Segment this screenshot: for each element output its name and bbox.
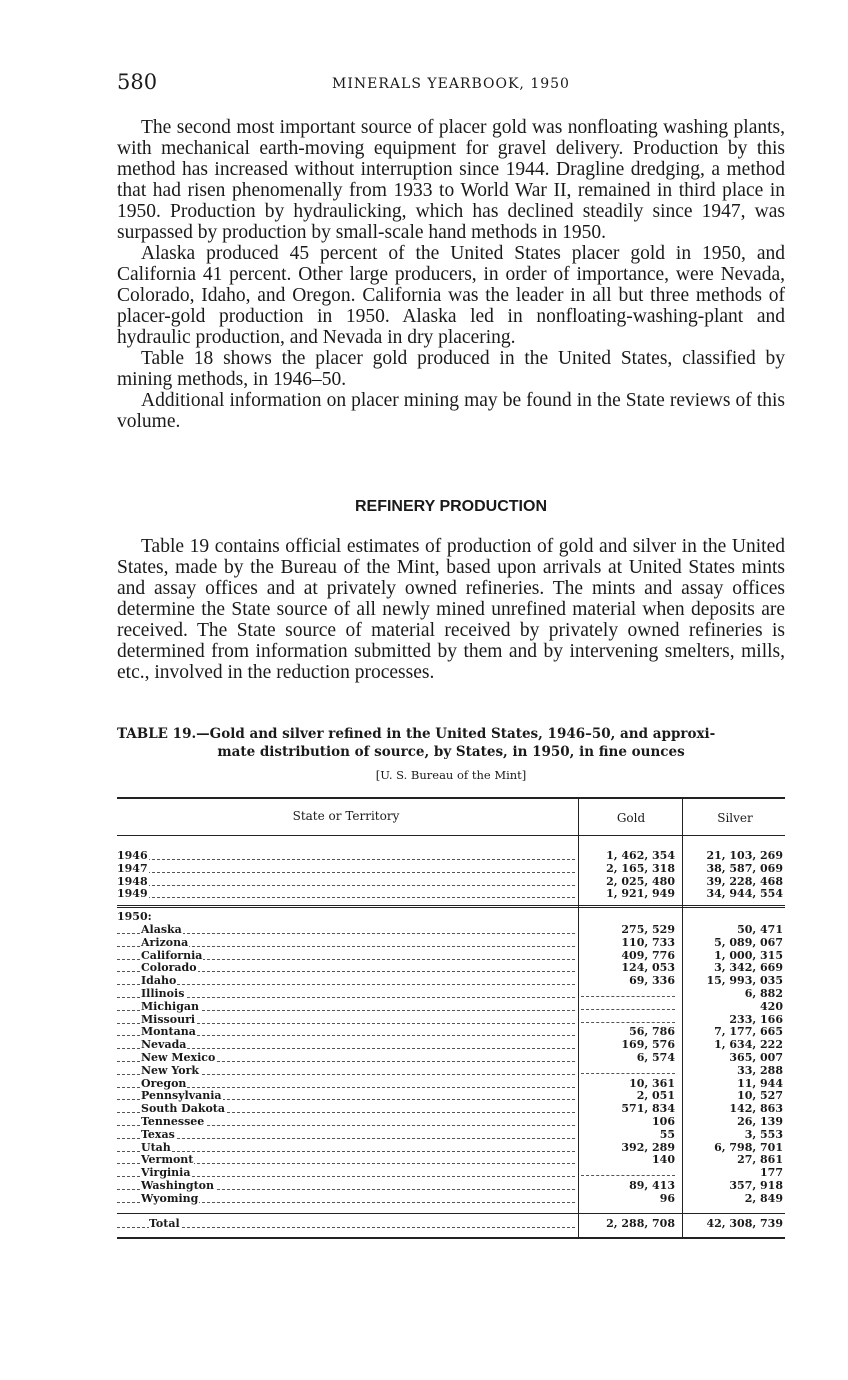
- silver-cell: 11, 944: [737, 1076, 783, 1090]
- silver-cell: 3, 553: [744, 1127, 783, 1141]
- row-label-text: Vermont: [141, 1154, 194, 1167]
- gold-cell: 169, 576: [621, 1038, 675, 1052]
- leader-dots: [117, 984, 575, 985]
- column-header: Silver: [717, 811, 753, 825]
- table-rule: [117, 905, 785, 908]
- leader-dots: [117, 859, 575, 860]
- row-label: [117, 1026, 575, 1038]
- row-label-text: Washington: [141, 1180, 214, 1192]
- row-label-text: Oregon: [141, 1077, 187, 1090]
- gold-cell: 110, 733: [621, 935, 675, 949]
- row-label: [117, 1090, 575, 1102]
- gold-cell: 2, 165, 318: [606, 861, 675, 875]
- gold-cell: 55: [659, 1127, 675, 1141]
- silver-cell: 33, 288: [737, 1063, 783, 1077]
- row-label-text: Texas: [141, 1128, 175, 1141]
- row-label-text: South Dakota: [141, 1103, 226, 1116]
- data-table: [117, 797, 785, 1240]
- leader-dots: [117, 1151, 575, 1152]
- empty-cell-dashes: [581, 1167, 675, 1179]
- silver-cell: 21, 103, 269: [706, 849, 783, 862]
- row-label-text: 1947: [117, 862, 148, 875]
- row-label-text: Colorado: [141, 962, 197, 975]
- gold-cell: 106: [652, 1115, 675, 1128]
- gold-cell: 140: [652, 1153, 675, 1167]
- silver-cell: 357, 918: [729, 1179, 783, 1192]
- gold-cell: 6, 574: [636, 1051, 675, 1064]
- row-label: [117, 1103, 575, 1115]
- row-label: [117, 1154, 575, 1166]
- gold-cell: 1, 921, 949: [606, 887, 675, 901]
- row-label-text: 1946: [117, 850, 148, 862]
- silver-cell: 6, 798, 701: [714, 1140, 783, 1154]
- row-label-text: Tennessee: [141, 1116, 205, 1128]
- gold-cell: 2, 051: [636, 1089, 675, 1103]
- gold-cell: 89, 413: [629, 1179, 675, 1192]
- row-label: [117, 937, 575, 949]
- row-label: [117, 1167, 575, 1179]
- row-label-text: Nevada: [141, 1039, 187, 1052]
- row-label-text: Arizona: [141, 936, 189, 949]
- silver-cell: 39, 228, 468: [706, 874, 783, 888]
- row-label: [117, 975, 575, 987]
- row-label-text: New Mexico: [141, 1052, 216, 1064]
- silver-cell: 142, 863: [729, 1102, 783, 1116]
- row-label: [117, 1001, 575, 1013]
- row-label: [117, 1078, 575, 1090]
- row-label-text: 1948: [117, 875, 148, 888]
- table-rule: [117, 1237, 785, 1239]
- leader-dots: [117, 872, 575, 873]
- silver-cell: 177: [760, 1166, 783, 1180]
- row-label: [117, 1180, 575, 1192]
- row-label-text: Illinois: [141, 988, 185, 1000]
- silver-cell: 420: [760, 999, 783, 1013]
- paragraph: Table 19 contains official estimates of production of gold and silver in the United States, made by the Bureau of the Mint, based upon arrivals at United States mints and assay offices and at privately owned refineries. The mints and assay offices determine the State source of all newly mined unrefined material when deposits are received. The State source of material received by privately owned refineries is determined from information submitted by them and by intervening smelters, mills, etc., involved in the reduction processes.: [117, 536, 785, 683]
- leader-dots: [117, 1138, 575, 1139]
- silver-cell: 1, 000, 315: [714, 948, 783, 962]
- row-label: [117, 988, 575, 1000]
- gold-cell: 1, 462, 354: [606, 849, 675, 862]
- row-label: [117, 1065, 575, 1077]
- column-header: Gold: [616, 811, 646, 825]
- row-label-text: 1949: [117, 888, 148, 901]
- leader-dots: [117, 897, 575, 898]
- silver-cell: 2, 849: [744, 1191, 783, 1205]
- row-label: [117, 1218, 575, 1230]
- silver-cell: 3, 342, 669: [714, 961, 783, 975]
- table-rule: [117, 797, 785, 799]
- row-label: [117, 876, 575, 888]
- row-label: [117, 850, 575, 862]
- row-label: [117, 1014, 575, 1026]
- row-label: [117, 888, 575, 900]
- section-heading: REFINERY PRODUCTION: [354, 498, 547, 515]
- silver-cell: 365, 007: [729, 1051, 783, 1064]
- row-label: [117, 1039, 575, 1051]
- column-divider: [578, 797, 579, 1239]
- empty-cell-dashes: [581, 988, 675, 1000]
- paragraph: Table 18 shows the placer gold produced in the United States, classified by mining methods, in 1946–50.: [117, 348, 785, 390]
- row-label-text: Utah: [141, 1141, 171, 1154]
- silver-cell: 42, 308, 739: [706, 1217, 783, 1230]
- table-rule: [117, 835, 785, 836]
- row-label: [117, 1129, 575, 1141]
- silver-cell: 5, 089, 067: [714, 935, 783, 949]
- row-label-text: Idaho: [141, 975, 177, 988]
- row-label-text: Michigan: [141, 1000, 200, 1013]
- column-divider: [682, 797, 683, 1239]
- column-header: State or Territory: [292, 809, 400, 823]
- silver-cell: 15, 993, 035: [706, 974, 783, 988]
- row-label-text: Wyoming: [141, 1192, 199, 1205]
- row-label-text: Missouri: [141, 1013, 196, 1026]
- page-header: [117, 70, 785, 100]
- silver-cell: 27, 861: [737, 1153, 783, 1167]
- silver-cell: 26, 139: [737, 1115, 783, 1128]
- row-label: [117, 950, 575, 962]
- row-label: [117, 863, 575, 875]
- table-rule: [117, 1213, 785, 1214]
- empty-cell-dashes: [581, 1065, 675, 1077]
- gold-cell: 96: [659, 1191, 675, 1205]
- silver-cell: 1, 634, 222: [714, 1038, 783, 1052]
- silver-cell: 34, 944, 554: [706, 887, 783, 901]
- silver-cell: 7, 177, 665: [714, 1025, 783, 1039]
- paragraph: Additional information on placer mining may be found in the State reviews of this volume.: [117, 390, 785, 432]
- row-label-text: Virginia: [141, 1167, 191, 1180]
- leader-dots: [117, 1227, 575, 1228]
- row-label-text: Total: [149, 1218, 180, 1230]
- row-label: [117, 924, 575, 936]
- gold-cell: 56, 786: [629, 1025, 675, 1039]
- row-label-text: California: [141, 949, 203, 962]
- empty-cell-dashes: [581, 1001, 675, 1013]
- gold-cell: 409, 776: [621, 948, 675, 962]
- placer-text: [117, 117, 785, 432]
- row-label: [117, 1142, 575, 1154]
- row-label: [117, 1116, 575, 1128]
- leader-dots: [117, 885, 575, 886]
- table-caption: [117, 725, 785, 761]
- row-label: [117, 1193, 575, 1205]
- paragraph: The second most important source of placer gold was nonfloating washing plants, with mechanical earth-moving equipment for gravel delivery. Production by this method has increased without interruption since 1944. Dragline dredging, a method that had risen phenomenally from 1933 to World War II, remained in third place in 1950. Production by hydraulicking, which has declined steadily since 1947, was surpassed by production by small-scale hand methods in 1950.: [117, 117, 785, 243]
- running-title: MINERALS YEARBOOK, 1950: [332, 76, 570, 92]
- page-number: 580: [117, 70, 158, 94]
- row-label-text: Montana: [141, 1026, 196, 1039]
- paragraph: Alaska produced 45 percent of the United States placer gold in 1950, and California 41 percent. Other large producers, in order of importance, were Nevada, Colorado, Idaho, and Oregon. California was the leader in all but three methods of placer-gold production in 1950. Alaska led in nonfloating-washing-plant and hydraulic production, and Nevada in dry placering.: [117, 243, 785, 348]
- caption-line: mate distribution of source, by States, in 1950, in fine ounces: [217, 744, 685, 760]
- silver-cell: 50, 471: [737, 923, 783, 936]
- gold-cell: 10, 361: [629, 1076, 675, 1090]
- row-label-text: Alaska: [141, 924, 182, 936]
- leader-dots: [117, 997, 575, 998]
- row-label: [117, 962, 575, 974]
- silver-cell: 6, 882: [744, 987, 783, 1000]
- gold-cell: 2, 025, 480: [606, 874, 675, 888]
- row-label-text: New York: [141, 1064, 200, 1077]
- silver-cell: 233, 166: [729, 1012, 783, 1026]
- gold-cell: 392, 289: [621, 1140, 675, 1154]
- leader-dots: [117, 933, 575, 934]
- group-label: 1950:: [117, 910, 152, 923]
- gold-cell: 2, 288, 708: [606, 1217, 675, 1230]
- gold-cell: 124, 053: [621, 961, 675, 975]
- row-label-text: Pennsylvania: [141, 1090, 222, 1103]
- caption-line: TABLE 19.—Gold and silver refined in the United States, 1946–50, and approxi-: [117, 726, 716, 742]
- silver-cell: 10, 527: [737, 1089, 783, 1103]
- row-label: [117, 1052, 575, 1064]
- gold-cell: 275, 529: [621, 923, 675, 936]
- refinery-text: [117, 536, 785, 683]
- empty-cell-dashes: [581, 1014, 675, 1026]
- gold-cell: 571, 834: [621, 1102, 675, 1116]
- table-source: [U. S. Bureau of the Mint]: [375, 768, 527, 782]
- silver-cell: 38, 587, 069: [706, 861, 783, 875]
- gold-cell: 69, 336: [629, 974, 675, 988]
